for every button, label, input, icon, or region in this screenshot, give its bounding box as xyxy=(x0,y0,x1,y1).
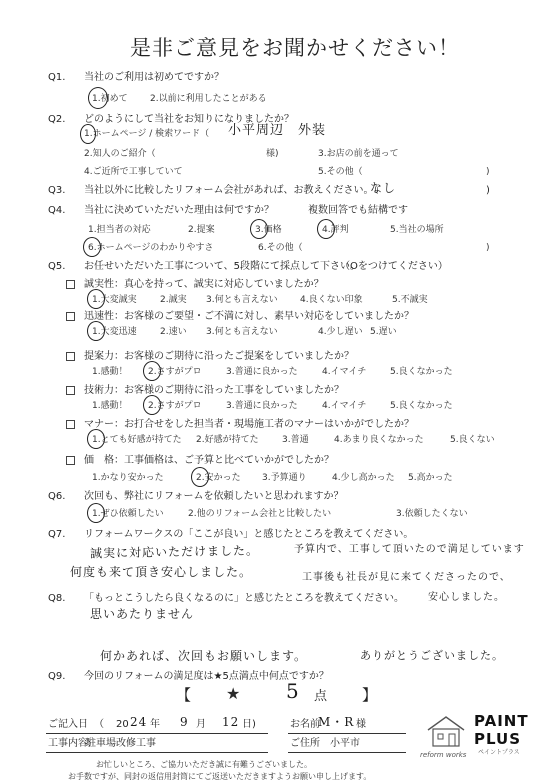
q1-option-1: 1.初めて xyxy=(92,94,128,104)
q5-item-5-label: マナー：お打合せをした担当者・現場施工者のマナーはいかがでしたか？ xyxy=(84,419,414,430)
q5-item-4-option-3: 3.普通に良かった xyxy=(226,401,298,411)
date-day-unit: 日) xyxy=(242,719,256,730)
q7-handwritten-2: 予算内で、工事して頂いたので満足しています xyxy=(294,544,525,555)
q5-item-5-option-5: 5.良くない xyxy=(450,435,495,445)
name-value: M・R xyxy=(318,715,355,729)
date-paren-open: （ xyxy=(94,719,104,730)
q3-text: 当社以外に比較したリフォーム会社があれば、お教えください。（ xyxy=(84,185,379,196)
q4-note: 複数回答でも結構です xyxy=(308,205,408,216)
q5-item-3-option-5: 5.良くなかった xyxy=(390,367,453,377)
q5-item-2-answer-circle xyxy=(87,321,105,341)
q6-option-2: 2.他のリフォーム会社と比較したい xyxy=(188,509,332,519)
q1-option-2: 2.以前に利用したことがある xyxy=(150,94,267,104)
q5-item-6-answer-circle xyxy=(191,467,209,487)
q7-handwritten-5: 安心しました。 xyxy=(428,592,505,603)
q5-note: （Oをつけてください） xyxy=(340,261,448,272)
q5-item-6-checkbox xyxy=(66,456,75,465)
q5-item-6-label: 価 格：工事価格は、ご予算と比べていかがでしたか？ xyxy=(84,455,334,466)
date-month-unit: 月 xyxy=(196,719,206,730)
q9-bracket-close: 】 xyxy=(362,686,378,704)
q9-unit: 点 xyxy=(314,689,328,704)
q3-close: ) xyxy=(486,185,490,196)
q3-number: Q3. xyxy=(48,185,66,196)
reform-works-logo-text: reform works xyxy=(420,751,467,759)
q5-item-4-answer-circle xyxy=(143,395,161,415)
q8-number: Q8. xyxy=(48,593,66,604)
q7-handwritten-4: 工事後も社長が見に来てくださったので、 xyxy=(302,572,511,583)
date-label: ご記入日 xyxy=(48,719,88,730)
q4-answer-circle-6 xyxy=(83,237,101,257)
address-label: ご住所 xyxy=(290,738,320,749)
q5-item-2-checkbox xyxy=(66,312,75,321)
q5-text: お任せいただいた工事について、5段階にて採点して下さい。 xyxy=(84,261,360,272)
date-year: 24 xyxy=(130,715,148,729)
q5-item-3-answer-circle xyxy=(143,361,161,381)
q5-item-1-label: 誠実性：真心を持って、誠実に対応していましたか？ xyxy=(84,279,324,290)
q5-item-4-option-4: 4.イマイチ xyxy=(322,401,367,411)
q5-item-6-option-1: 1.かなり安かった xyxy=(92,473,164,483)
q4-option-4: 4.評判 xyxy=(322,225,349,235)
q5-item-5-option-3: 3.普通 xyxy=(282,435,309,445)
address-underline xyxy=(288,752,406,753)
footer-note-1: お忙しいところ、ご協力いただき誠に有難うございました。 xyxy=(96,760,312,769)
page-title: 是非ご意見をお聞かせください！ xyxy=(130,36,460,60)
name-label: お名前 xyxy=(290,719,320,730)
q5-item-1-option-5: 5.不誠実 xyxy=(392,295,428,305)
q5-item-5-answer-circle xyxy=(87,429,105,449)
q4-answer-circle-4 xyxy=(317,219,335,239)
q5-item-2-option-1: 1.大変迅速 xyxy=(92,327,137,337)
q2-number: Q2. xyxy=(48,114,66,125)
address-value: 小平市 xyxy=(330,738,360,749)
q4-text: 当社に決めていただいた理由は何ですか？ xyxy=(84,205,274,216)
q2-option-5: 5.その他（ xyxy=(318,167,363,177)
q5-item-2-option-5: 5.遅い xyxy=(370,327,397,337)
name-underline xyxy=(288,733,406,734)
q2-option-3: 3.お店の前を通って xyxy=(318,149,399,159)
q5-item-4-checkbox xyxy=(66,386,75,395)
q5-item-4-option-1: 1.感動！ xyxy=(92,401,128,411)
date-month: 9 xyxy=(180,715,189,729)
q5-item-3-option-1: 1.感動！ xyxy=(92,367,128,377)
q5-item-1-checkbox xyxy=(66,280,75,289)
q5-item-6-option-2: 2.安かった xyxy=(196,473,241,483)
q2-option-4: 4.ご近所で工事していて xyxy=(84,167,183,177)
paint-plus-logo-sub: ペイントプラス xyxy=(478,749,520,756)
q2-handwritten-keyword: 小平周辺 外装 xyxy=(228,123,327,138)
q5-item-5-option-2: 2.好感が持てた xyxy=(196,435,259,445)
q6-text: 次回も、弊社にリフォームを依頼したいと思われますか？ xyxy=(84,491,344,502)
q5-item-2-label: 迅速性：お客様のご要望・ご不満に対し、素早い対応をしていましたか？ xyxy=(84,311,414,322)
q5-item-4-option-2: 2.さすがプロ xyxy=(148,401,202,411)
date-underline xyxy=(46,733,268,734)
q9-star-icon: ★ xyxy=(226,684,241,703)
work-value: 駐車場改修工事 xyxy=(86,738,156,749)
q1-answer-circle xyxy=(88,87,108,109)
q5-item-6-option-5: 5.高かった xyxy=(408,473,453,483)
q2-option-2: 2.知人のご紹介（ xyxy=(84,149,156,159)
q9-score: 5 xyxy=(286,679,300,703)
q5-item-3-option-4: 4.イマイチ xyxy=(322,367,367,377)
q1-text: 当社のご利用は初めてですか？ xyxy=(84,72,224,83)
q2-option-1: 1.ホームページ / 検索ワード（ xyxy=(84,129,210,139)
q6-answer-circle xyxy=(87,503,105,523)
paint-plus-logo-line2: PLUS xyxy=(474,730,522,748)
q6-number: Q6. xyxy=(48,491,66,502)
q5-item-2-option-3: 3.何とも言えない xyxy=(206,327,278,337)
q4-option-6: 6.ホームページのわかりやすさ xyxy=(88,243,214,253)
q5-item-4-label: 技術力：お客様のご期待に沿った工事をしていましたか？ xyxy=(84,385,344,396)
reform-works-house-logo xyxy=(424,714,468,748)
work-underline xyxy=(46,752,268,753)
q5-item-5-option-4: 4.あまり良くなかった xyxy=(334,435,424,445)
q4-option-3: 3.価格 xyxy=(255,225,282,235)
q4-option-7: 6.その他（ xyxy=(258,243,303,253)
date-year-unit: 年 xyxy=(150,719,160,730)
q5-item-6-option-4: 4.少し高かった xyxy=(332,473,395,483)
q5-item-3-option-2: 2.さすがプロ xyxy=(148,367,202,377)
footer-note-2: お手数ですが、同封の返信用封筒にてご返送いただきますようお願い申し上げます。 xyxy=(68,772,372,781)
q8-handwritten-2: 何かあれば、次回もお願いします。 xyxy=(100,649,308,663)
q7-handwritten-1: 誠実に対応いただけました。 xyxy=(89,543,260,561)
q7-text: リフォームワークスの「ここが良い」と感じたところを教えてください。 xyxy=(84,529,414,540)
q5-item-1-answer-circle xyxy=(87,289,105,309)
q5-item-3-option-3: 3.普通に良かった xyxy=(226,367,298,377)
q2-answer-circle xyxy=(80,124,96,144)
name-suffix: 様 xyxy=(356,719,366,730)
date-year-prefix: 20 xyxy=(116,719,129,730)
q5-item-6-option-3: 3.予算通り xyxy=(262,473,307,483)
q6-option-3: 3.依頼したくない xyxy=(396,509,468,519)
q9-text: 今回のリフォームの満足度は★5点満点中何点ですか？ xyxy=(84,671,329,682)
q5-item-1-option-3: 3.何とも言えない xyxy=(206,295,278,305)
q8-text: 「もっとこうしたら良くなるのに」と感じたところを教えてください。 xyxy=(84,593,404,604)
q5-item-5-option-1: 1.とても好感が持てた xyxy=(92,435,182,445)
q8-handwritten-3: ありがとうございました。 xyxy=(360,649,504,662)
q9-number: Q9. xyxy=(48,671,66,682)
q2-option-5-close: ) xyxy=(486,167,490,177)
q4-option-5: 5.当社の場所 xyxy=(390,225,444,235)
q4-option-2: 2.提案 xyxy=(188,225,215,235)
work-label: 工事内容: xyxy=(48,738,92,749)
q7-number: Q7. xyxy=(48,529,66,540)
q6-option-1: 1.ぜひ依頼したい xyxy=(92,509,164,519)
q5-number: Q5. xyxy=(48,261,66,272)
q5-item-1-option-2: 2.誠実 xyxy=(160,295,187,305)
q5-item-5-checkbox xyxy=(66,420,75,429)
q5-item-3-checkbox xyxy=(66,352,75,361)
q7-handwritten-3: 何度も来て頂き安心しました。 xyxy=(70,565,253,579)
q5-item-1-option-1: 1.大変誠実 xyxy=(92,295,137,305)
q5-item-2-option-4: 4.少し遅い xyxy=(318,327,363,337)
q8-handwritten-1: 思いあたりません xyxy=(90,607,195,621)
q4-option-7-close: ) xyxy=(486,243,490,253)
q4-number: Q4. xyxy=(48,205,66,216)
q5-item-3-label: 提案力：お客様のご期待に沿ったご提案をしていましたか？ xyxy=(84,351,354,362)
q4-answer-circle-3 xyxy=(250,219,268,239)
q2-option-2-suffix: 様) xyxy=(266,149,279,159)
q5-item-1-option-4: 4.良くない印象 xyxy=(300,295,363,305)
q5-item-4-option-5: 5.良くなかった xyxy=(390,401,453,411)
date-day: 12 xyxy=(222,715,240,729)
paint-plus-logo-line1: PAINT xyxy=(474,712,529,730)
q9-bracket-open: 【 xyxy=(176,686,192,704)
q3-handwritten-answer: なし xyxy=(370,181,397,195)
q2-text: どのようにして当社をお知りになりましたか？ xyxy=(84,114,294,125)
q1-number: Q1. xyxy=(48,72,66,83)
q5-item-2-option-2: 2.速い xyxy=(160,327,187,337)
q4-option-1: 1.担当者の対応 xyxy=(88,225,151,235)
